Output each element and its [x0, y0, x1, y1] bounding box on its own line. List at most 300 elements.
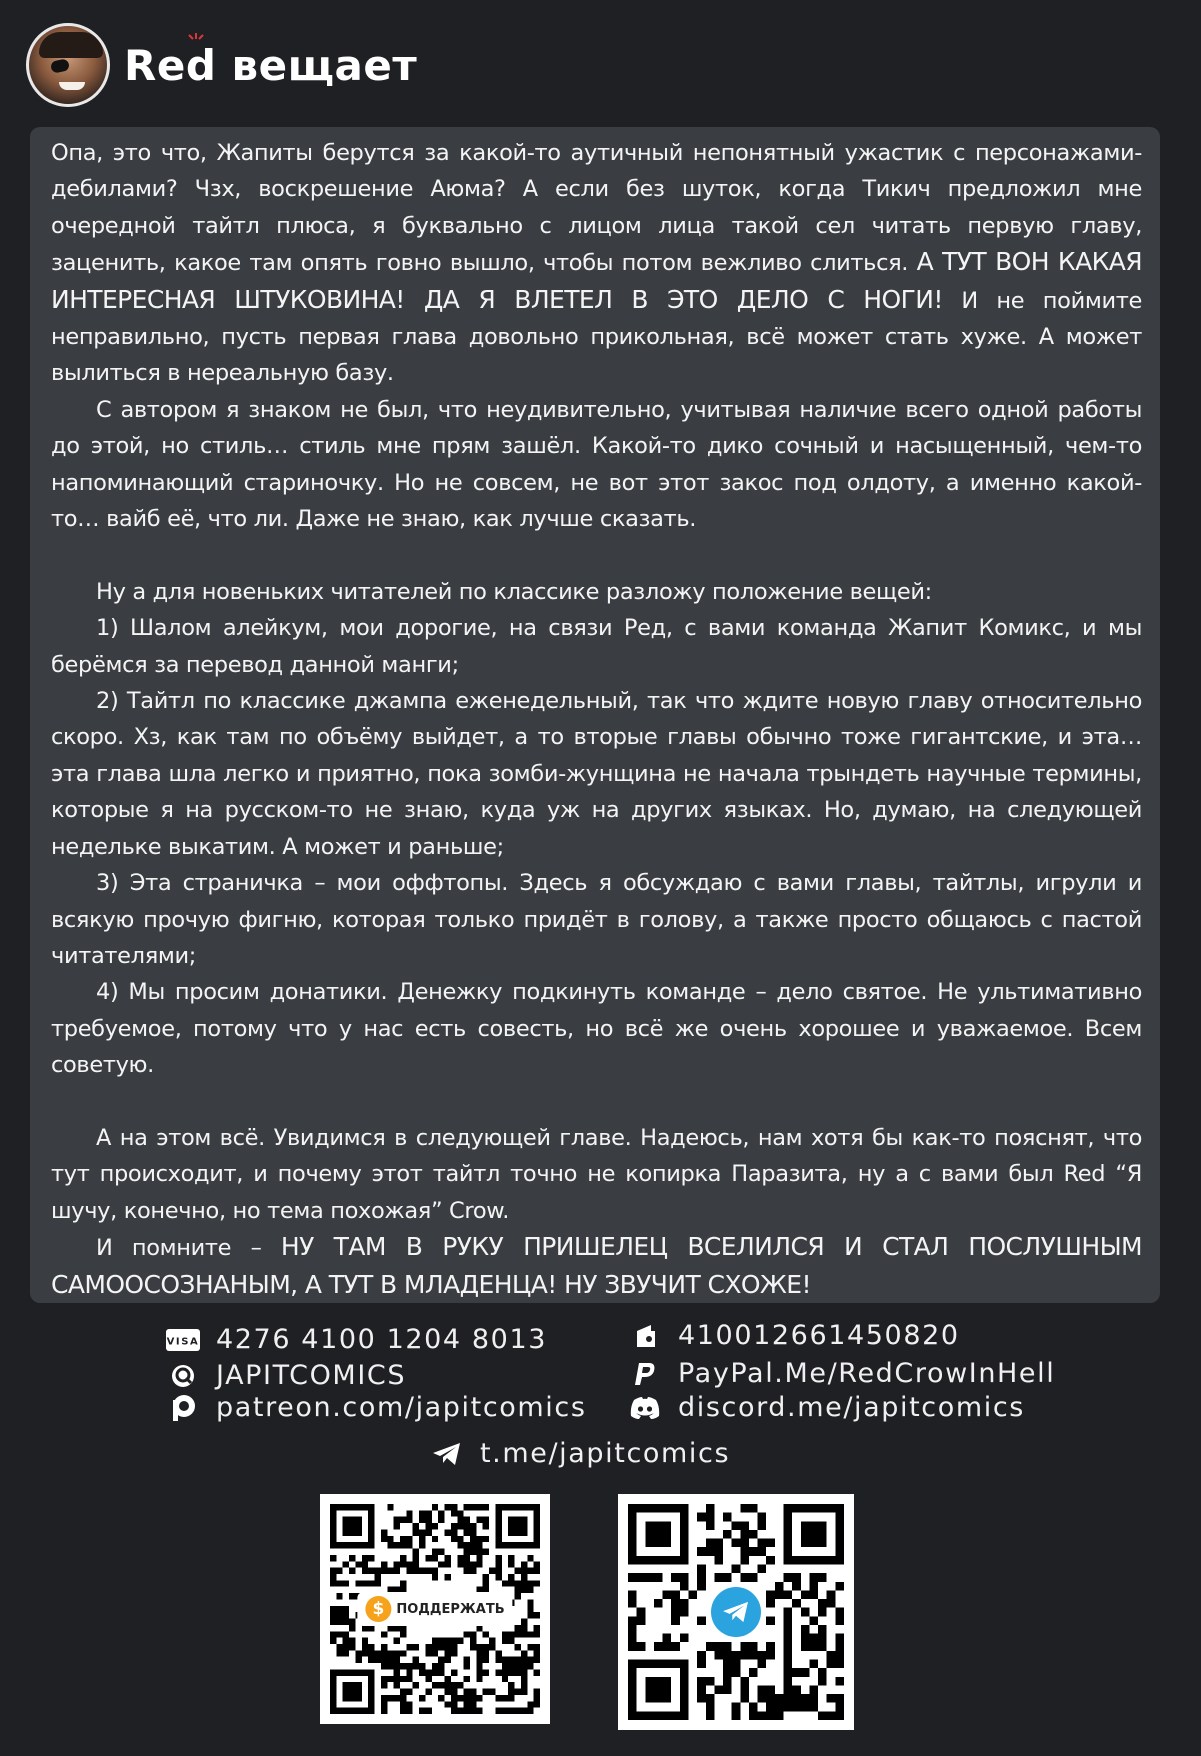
qr-module	[451, 1523, 457, 1529]
qr-module	[476, 1644, 482, 1650]
qr-module	[464, 1676, 470, 1682]
qr-module	[835, 1608, 844, 1617]
qr-module	[445, 1657, 451, 1663]
qr-module	[508, 1574, 514, 1580]
qr-module	[400, 1695, 406, 1701]
qr-module	[527, 1599, 533, 1605]
qr-module	[438, 1644, 444, 1650]
qr-module	[330, 1606, 336, 1612]
qr-module	[784, 1573, 793, 1582]
qr-module	[457, 1638, 463, 1644]
qr-module	[714, 1539, 723, 1548]
qr-module	[508, 1555, 514, 1561]
qr-module	[445, 1561, 451, 1567]
qr-module	[362, 1580, 368, 1586]
qr-module	[432, 1549, 438, 1555]
qr-module	[457, 1708, 463, 1714]
qr-module	[502, 1638, 508, 1644]
qr-module	[394, 1669, 400, 1675]
qr-module	[740, 1547, 749, 1556]
qr-module	[483, 1650, 489, 1656]
qr-module	[349, 1568, 355, 1574]
qr-module	[766, 1651, 775, 1660]
qiwi-link[interactable]	[166, 1360, 406, 1391]
qr-module	[470, 1701, 476, 1707]
qr-module	[706, 1521, 715, 1530]
telegram-qr-code[interactable]	[618, 1494, 854, 1730]
qr-module	[375, 1568, 381, 1574]
qr-module	[406, 1536, 412, 1542]
qr-module	[818, 1668, 827, 1677]
qr-module	[419, 1669, 425, 1675]
qr-module	[740, 1530, 749, 1539]
qr-module	[502, 1695, 508, 1701]
qr-module	[330, 1555, 336, 1561]
qr-module	[740, 1504, 749, 1513]
qr-module	[451, 1638, 457, 1644]
qr-module	[464, 1542, 470, 1548]
qr-module	[394, 1650, 400, 1656]
qr-module	[527, 1587, 533, 1593]
qr-module	[400, 1708, 406, 1714]
qr-module	[483, 1631, 489, 1637]
qr-module	[464, 1663, 470, 1669]
qr-module	[413, 1529, 419, 1535]
qr-module	[438, 1510, 444, 1516]
qr-module	[749, 1651, 758, 1660]
page-header	[26, 22, 417, 108]
qr-module	[406, 1701, 412, 1707]
qr-module	[835, 1677, 844, 1686]
qr-module	[394, 1676, 400, 1682]
qr-module	[784, 1694, 793, 1703]
qr-module	[476, 1504, 482, 1510]
qr-module	[521, 1631, 527, 1637]
qr-module	[387, 1536, 393, 1542]
qr-module	[476, 1542, 482, 1548]
qr-module	[394, 1663, 400, 1669]
telegram-link[interactable]	[430, 1438, 730, 1469]
qr-module	[349, 1625, 355, 1631]
qr-finder-inner	[645, 1677, 671, 1703]
paragraph-outro: А на этом всё. Увидимся в следующей главе. Надеюсь, нам хотя бы как-то пояснят, что тут происходит, и почему этот тайтл точно не копирка Паразита, ну а с вами был Red “Я шучу, конечно, но тема похожая” Crow.	[51, 1124, 1142, 1224]
qr-module	[432, 1504, 438, 1510]
qr-module	[637, 1573, 646, 1582]
qr-module	[749, 1547, 758, 1556]
qr-module	[362, 1650, 368, 1656]
qr-module	[515, 1593, 521, 1599]
coin-icon: $	[365, 1596, 391, 1622]
qr-module	[387, 1542, 393, 1548]
qr-module	[451, 1708, 457, 1714]
qr-module	[508, 1657, 514, 1663]
qr-module	[508, 1695, 514, 1701]
qr-module	[476, 1663, 482, 1669]
qr-module	[714, 1573, 723, 1582]
qr-module	[515, 1708, 521, 1714]
qr-module	[784, 1634, 793, 1643]
qr-module	[671, 1573, 680, 1582]
donate-badge	[357, 1592, 512, 1626]
qr-module	[758, 1547, 767, 1556]
paragraph-intro-tail: И не поймите неправильно, пусть первая глава довольно прикольная, всё может стать хуже. А может вылиться в нереальную базу.	[51, 287, 1142, 387]
qr-finder-inner	[645, 1521, 671, 1547]
qr-module	[343, 1561, 349, 1567]
qr-module	[766, 1642, 775, 1651]
qr-module	[835, 1694, 844, 1703]
qr-module	[801, 1590, 810, 1599]
qr-module	[792, 1685, 801, 1694]
qr-module	[381, 1701, 387, 1707]
qr-module	[835, 1651, 844, 1660]
qr-module	[534, 1612, 540, 1618]
qr-module	[706, 1539, 715, 1548]
qr-module	[521, 1663, 527, 1669]
qr-module	[413, 1568, 419, 1574]
qr-module	[425, 1644, 431, 1650]
qr-module	[349, 1593, 355, 1599]
qr-module	[706, 1513, 715, 1522]
qr-module	[732, 1564, 741, 1573]
qr-module	[792, 1694, 801, 1703]
qr-module	[406, 1561, 412, 1567]
visa-link[interactable]	[166, 1324, 547, 1355]
qr-module	[381, 1561, 387, 1567]
qr-module	[394, 1523, 400, 1529]
qr-module	[508, 1708, 514, 1714]
qr-finder-inner	[343, 1517, 362, 1536]
qr-module	[766, 1616, 775, 1625]
qr-module	[343, 1580, 349, 1586]
qr-module	[508, 1669, 514, 1675]
qr-module	[654, 1599, 663, 1608]
qr-module	[425, 1669, 431, 1675]
qr-module	[766, 1590, 775, 1599]
qr-module	[809, 1582, 818, 1591]
qr-module	[784, 1590, 793, 1599]
qr-module	[425, 1676, 431, 1682]
qr-module	[508, 1638, 514, 1644]
qr-module	[362, 1568, 368, 1574]
paragraph-remember-caps: НУ ТАМ В РУКУ ПРИШЕЛЕЦ ВСЕЛИЛСЯ И СТАЛ ПОСЛУШНЫМ САМООСОЗНАНЫМ, А ТУТ В МЛАДЕНЦА! НУ ЗВУЧИТ СХОЖЕ!	[51, 1232, 1142, 1299]
qr-module	[394, 1517, 400, 1523]
qr-module	[368, 1657, 374, 1663]
qr-module	[809, 1634, 818, 1643]
qr-module	[740, 1685, 749, 1694]
qr-module	[749, 1703, 758, 1712]
qr-module	[521, 1650, 527, 1656]
qr-module	[818, 1677, 827, 1686]
qr-module	[502, 1580, 508, 1586]
qr-module	[680, 1634, 689, 1643]
qr-module	[758, 1521, 767, 1530]
qr-module	[476, 1676, 482, 1682]
qr-module	[432, 1650, 438, 1656]
qr-module	[464, 1708, 470, 1714]
qr-module	[827, 1660, 836, 1669]
qr-module	[476, 1650, 482, 1656]
qr-module	[527, 1701, 533, 1707]
qr-module	[527, 1631, 533, 1637]
qr-module	[419, 1529, 425, 1535]
patreon-link[interactable]	[166, 1392, 587, 1423]
qr-module	[697, 1547, 706, 1556]
qr-module	[495, 1555, 501, 1561]
page-title-wrap	[124, 41, 417, 90]
qr-module	[801, 1634, 810, 1643]
qr-module	[464, 1523, 470, 1529]
qr-finder-inner	[343, 1682, 362, 1701]
qr-module	[489, 1568, 495, 1574]
qr-module	[368, 1650, 374, 1656]
qr-module	[835, 1616, 844, 1625]
qr-module	[534, 1650, 540, 1656]
qr-module	[697, 1660, 706, 1669]
qr-module	[343, 1650, 349, 1656]
qr-module	[697, 1582, 706, 1591]
qr-module	[451, 1701, 457, 1707]
qr-module	[758, 1651, 767, 1660]
qr-module	[515, 1663, 521, 1669]
qr-module	[809, 1685, 818, 1694]
qr-module	[680, 1599, 689, 1608]
qr-module	[835, 1711, 844, 1720]
qr-module	[534, 1701, 540, 1707]
qr-module	[483, 1657, 489, 1663]
qr-module	[406, 1542, 412, 1548]
paypal-link[interactable]	[628, 1358, 1055, 1389]
qr-module	[336, 1580, 342, 1586]
qr-module	[766, 1711, 775, 1720]
qr-module	[637, 1616, 646, 1625]
qr-module	[706, 1504, 715, 1513]
qr-module	[425, 1529, 431, 1535]
qr-module	[330, 1612, 336, 1618]
qr-finder-inner	[801, 1521, 827, 1547]
discord-link[interactable]	[628, 1392, 1025, 1423]
qr-module	[521, 1676, 527, 1682]
qr-module	[476, 1517, 482, 1523]
qr-module	[749, 1573, 758, 1582]
paypal-icon	[628, 1360, 662, 1388]
qr-module	[406, 1517, 412, 1523]
qr-module	[362, 1644, 368, 1650]
qr-module	[732, 1703, 741, 1712]
paragraph-remember-text: И помните –	[96, 1235, 281, 1262]
qr-module	[349, 1619, 355, 1625]
qr-module	[343, 1638, 349, 1644]
qr-module	[419, 1510, 425, 1516]
qr-module	[527, 1580, 533, 1586]
qr-module	[534, 1561, 540, 1567]
qr-module	[714, 1547, 723, 1556]
visa-number: 4276 4100 1204 8013	[216, 1324, 547, 1355]
qr-module	[706, 1711, 715, 1720]
qr-module	[758, 1685, 767, 1694]
paragraph-lead: Ну а для новеньких читателей по классике разложу положение вещей:	[96, 578, 932, 605]
qr-module	[534, 1580, 540, 1586]
qr-module	[394, 1542, 400, 1548]
qr-module	[445, 1504, 451, 1510]
qr-module	[349, 1644, 355, 1650]
qr-module	[515, 1625, 521, 1631]
qr-module	[375, 1580, 381, 1586]
qr-module	[387, 1695, 393, 1701]
qr-module	[489, 1638, 495, 1644]
qr-module	[336, 1568, 342, 1574]
qr-module	[451, 1504, 457, 1510]
qr-module	[330, 1631, 336, 1637]
paragraph-intro-text: Опа, это что, Жапиты берутся за какой-то аутичный непонятный ужастик с персонажами-дебилами? Чзх, воскрешение Аюма? А если без шуток, когда Тикич предложил мне очередной тайтл плюса, я буквально с лицом лица такой сел читать первую главу, заценить, какое там опять говно вышло, чтобы потом вежливо слиться.	[51, 140, 1142, 277]
qr-module	[527, 1555, 533, 1561]
qr-module	[330, 1580, 336, 1586]
donate-qr-code[interactable]	[320, 1494, 550, 1724]
qr-module	[792, 1582, 801, 1591]
qr-module	[732, 1521, 741, 1530]
qr-module	[425, 1523, 431, 1529]
qr-module	[784, 1703, 793, 1712]
qr-module	[413, 1555, 419, 1561]
qr-module	[330, 1574, 336, 1580]
qr-module	[406, 1676, 412, 1682]
qr-module	[394, 1568, 400, 1574]
qr-module	[723, 1530, 732, 1539]
qr-module	[445, 1555, 451, 1561]
qr-module	[508, 1663, 514, 1669]
qr-module	[406, 1568, 412, 1574]
qr-module	[476, 1708, 482, 1714]
qr-module	[464, 1695, 470, 1701]
qr-module	[749, 1642, 758, 1651]
qr-module	[451, 1510, 457, 1516]
qr-module	[801, 1703, 810, 1712]
qr-module	[835, 1642, 844, 1651]
qr-module	[343, 1619, 349, 1625]
qr-module	[680, 1608, 689, 1617]
qr-module	[336, 1606, 342, 1612]
qr-module	[336, 1612, 342, 1618]
qr-module	[432, 1523, 438, 1529]
qr-module	[740, 1521, 749, 1530]
qr-module	[628, 1625, 637, 1634]
qr-module	[784, 1660, 793, 1669]
qr-module	[534, 1695, 540, 1701]
qr-module	[775, 1703, 784, 1712]
qr-module	[527, 1708, 533, 1714]
qr-module	[697, 1573, 706, 1582]
qr-module	[464, 1504, 470, 1510]
qr-module	[723, 1513, 732, 1522]
qr-module	[775, 1582, 784, 1591]
qr-module	[387, 1676, 393, 1682]
qr-module	[706, 1642, 715, 1651]
qr-module	[521, 1561, 527, 1567]
qr-module	[680, 1582, 689, 1591]
qr-module	[470, 1542, 476, 1548]
qr-module	[502, 1657, 508, 1663]
qr-module	[419, 1542, 425, 1548]
qr-module	[732, 1668, 741, 1677]
qr-module	[413, 1561, 419, 1567]
qr-module	[394, 1561, 400, 1567]
qr-module	[400, 1663, 406, 1669]
qr-module	[515, 1587, 521, 1593]
qr-module	[483, 1549, 489, 1555]
donation-links	[0, 1316, 1201, 1476]
qr-module	[451, 1644, 457, 1650]
qr-module	[680, 1573, 689, 1582]
qr-module	[515, 1631, 521, 1637]
qr-module	[515, 1644, 521, 1650]
qr-module	[758, 1564, 767, 1573]
qr-module	[483, 1689, 489, 1695]
qr-module	[413, 1523, 419, 1529]
qr-module	[343, 1612, 349, 1618]
qr-module	[406, 1669, 412, 1675]
qr-module	[784, 1685, 793, 1694]
qr-module	[527, 1657, 533, 1663]
qr-module	[470, 1631, 476, 1637]
qr-module	[400, 1580, 406, 1586]
qr-module	[343, 1644, 349, 1650]
qr-module	[470, 1549, 476, 1555]
qr-module	[476, 1669, 482, 1675]
qr-module	[835, 1660, 844, 1669]
qr-module	[387, 1657, 393, 1663]
qr-module	[766, 1539, 775, 1548]
qr-module	[336, 1650, 342, 1656]
qr-module	[464, 1568, 470, 1574]
qr-module	[483, 1517, 489, 1523]
qr-module	[464, 1657, 470, 1663]
qr-module	[740, 1694, 749, 1703]
qr-module	[784, 1677, 793, 1686]
qr-module	[470, 1504, 476, 1510]
qr-module	[457, 1510, 463, 1516]
qr-module	[818, 1573, 827, 1582]
qr-module	[432, 1574, 438, 1580]
qr-module	[527, 1663, 533, 1669]
qr-module	[835, 1582, 844, 1591]
qr-module	[464, 1689, 470, 1695]
visa-card-icon	[166, 1326, 200, 1354]
qr-module	[406, 1708, 412, 1714]
qr-module	[394, 1682, 400, 1688]
qr-module	[521, 1657, 527, 1663]
qr-module	[470, 1529, 476, 1535]
qr-module	[470, 1695, 476, 1701]
qr-module	[400, 1676, 406, 1682]
qr-module	[502, 1676, 508, 1682]
qr-module	[394, 1657, 400, 1663]
qr-module	[394, 1695, 400, 1701]
paypal-url: PayPal.Me/RedCrowInHell	[678, 1358, 1056, 1389]
yoomoney-link[interactable]	[628, 1320, 960, 1351]
telegram-icon	[430, 1440, 464, 1468]
qr-module	[628, 1573, 637, 1582]
donate-badge-label: ПОДДЕРЖАТЬ	[396, 1601, 505, 1617]
list-item: 1) Шалом алейкум, мои дорогие, на связи Ред, с вами команда Жапит Комикс, и мы берёмся за перевод данной манги;	[51, 615, 1142, 678]
qr-module	[432, 1682, 438, 1688]
qr-module	[706, 1677, 715, 1686]
qr-module	[766, 1685, 775, 1694]
qr-module	[432, 1669, 438, 1675]
qr-module	[381, 1708, 387, 1714]
qr-module	[723, 1642, 732, 1651]
list-item: 3) Эта страничка – мои оффтопы. Здесь я обсуждаю с вами главы, тайтлы, игрули и всякую прочую фигню, которая только придёт в голову, а также просто общаюсь с пастой читателями;	[51, 870, 1142, 969]
qr-module	[495, 1708, 501, 1714]
qr-module	[508, 1631, 514, 1637]
